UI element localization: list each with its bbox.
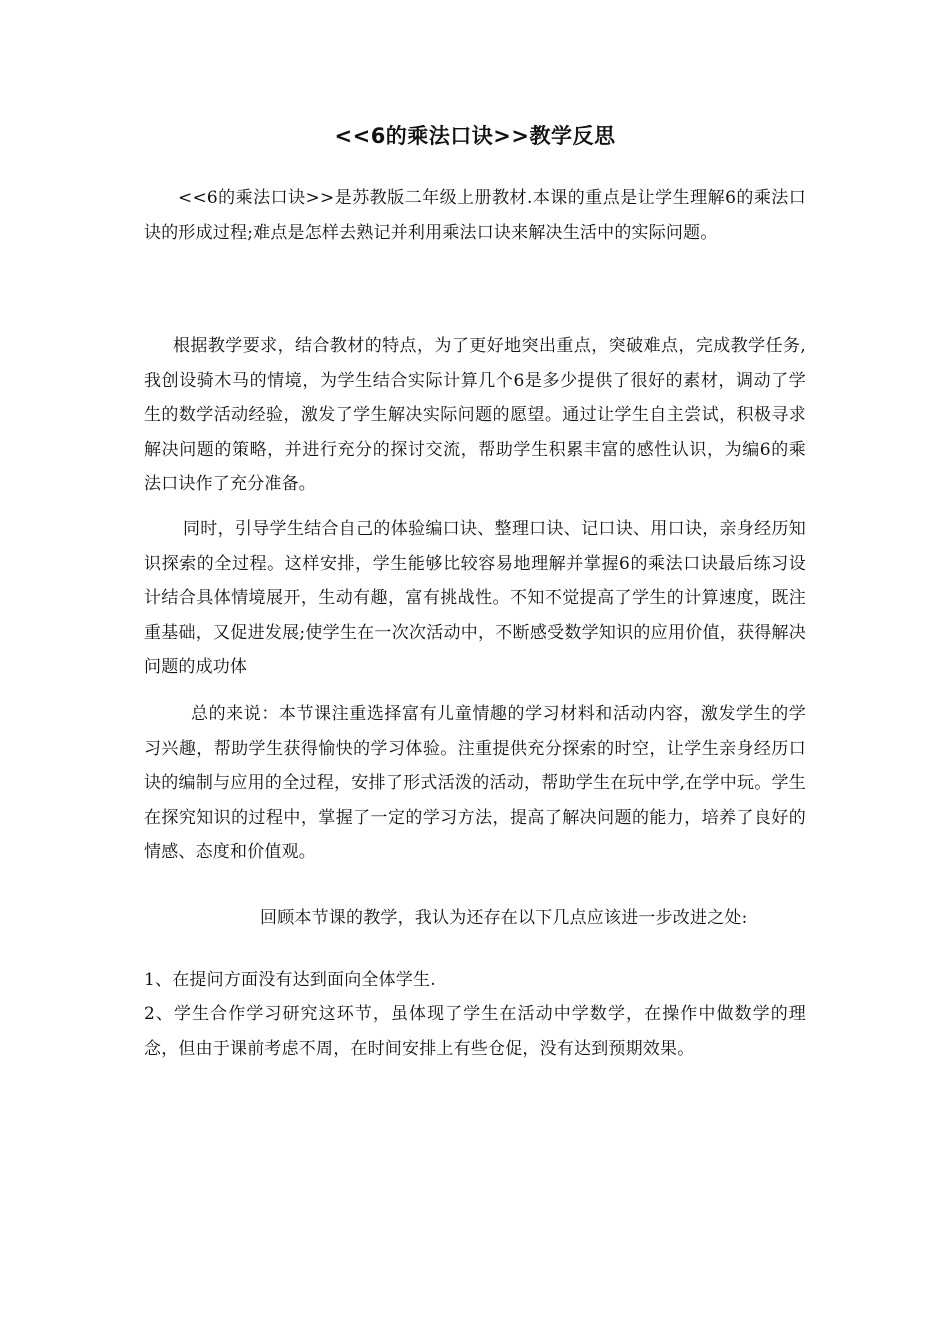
list-item-improvement-1: 1、在提问方面没有达到面向全体学生. [144,970,436,990]
paragraph-process: 同时，引导学生结合自己的体验编口诀、整理口诀、记口诀、用口诀，亲身经历知识探索的全过程。这样安排，学生能够比较容易地理解并掌握6的乘法口诀最后练习设计结合具体情境展开，生动有趣，富有挑战性。不知不觉提高了学生的计算速度，既注重基础，又促进发展;使学生在一次次活动中，不断感受数学知识的应用价值，获得解决问题的成功体 [144,519,806,677]
paragraph-intro: <<6的乘法口诀>>是苏教版二年级上册教材.本课的重点是让学生理解6的乘法口诀的形成过程;难点是怎样去熟记并利用乘法口诀来解决生活中的实际问题。 [144,188,806,243]
paragraph-teaching-design: 根据教学要求，结合教材的特点，为了更好地突出重点，突破难点，完成教学任务,我创设骑木马的情境，为学生结合实际计算几个6是多少提供了很好的素材，调动了学生的数学活动经验，激发了学生解决实际问题的愿望。通过让学生自主尝试，积极寻求解决问题的策略，并进行充分的探讨交流，帮助学生积累丰富的感性认识，为编6的乘法口诀作了充分准备。 [144,336,806,494]
list-item-improvement-2: 2、学生合作学习研究这环节，虽体现了学生在活动中学数学，在操作中做数学的理念，但由于课前考虑不周，在时间安排上有些仓促，没有达到预期效果。 [144,1004,806,1059]
document-title: <<6的乘法口诀>>教学反思 [334,124,616,148]
paragraph-summary: 总的来说：本节课注重选择富有儿童情趣的学习材料和活动内容，激发学生的学习兴趣，帮助学生获得愉快的学习体验。注重提供充分探索的时空，让学生亲身经历口诀的编制与应用的全过程，安排了形式活泼的活动，帮助学生在玩中学,在学中玩。学生在探究知识的过程中，掌握了一定的学习方法，提高了解决问题的能力，培养了良好的情感、态度和价值观。 [144,704,806,862]
paragraph-review-heading: 回顾本节课的教学，我认为还存在以下几点应该进一步改进之处: [260,908,748,928]
